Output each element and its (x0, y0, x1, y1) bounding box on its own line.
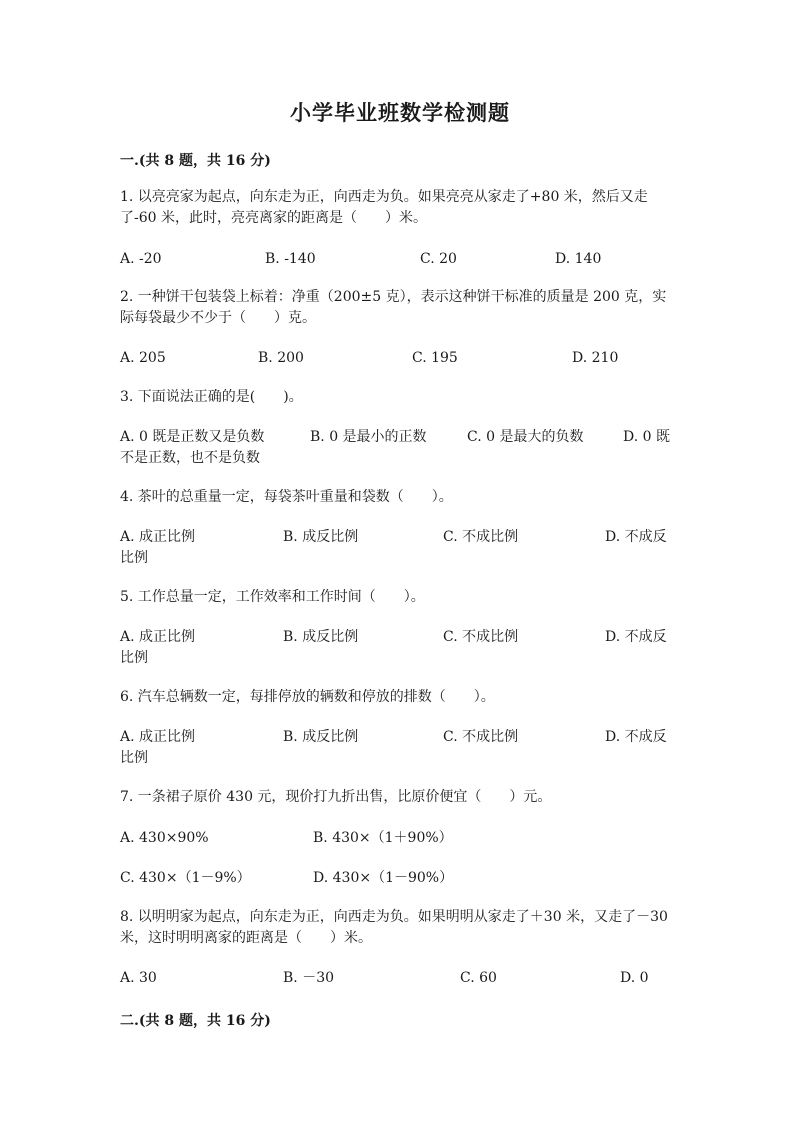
question-2-option-a: A. 205 (120, 350, 166, 366)
section-heading-1: 一.(共 8 题，共 16 分) (120, 153, 271, 169)
question-3-option-b: B. 0 是最小的正数 (310, 429, 427, 445)
question-4-stem: 4. 茶叶的总重量一定，每袋茶叶重量和袋数（ ）。 (120, 489, 453, 505)
question-4-option-a: A. 成正比例 (120, 529, 196, 545)
question-6-option-c: C. 不成比例 (443, 729, 519, 745)
question-7-option-b: B. 430×（1＋90%） (313, 830, 453, 846)
question-5-option-c: C. 不成比例 (443, 629, 519, 645)
question-8-stem: 8. 以明明家为起点，向东走为正，向西走为负。如果明明从家走了＋30 米，又走了－30 米，这时明明离家的距离是（ ）米。 (120, 909, 668, 946)
question-4-option-c: C. 不成比例 (443, 529, 519, 545)
section-heading-2: 二.(共 8 题，共 16 分) (120, 1013, 271, 1029)
question-1-option-a: A. -20 (120, 251, 162, 267)
question-6-option-d: D. 不成反比例 (120, 729, 667, 766)
question-2-option-d: D. 210 (572, 350, 619, 366)
question-7-option-d: D. 430×（1－90%） (313, 870, 454, 886)
question-4-option-d: D. 不成反比例 (120, 529, 667, 566)
question-8-option-d: D. 0 (620, 970, 649, 986)
question-5-option-b: B. 成反比例 (283, 629, 359, 645)
question-1-option-c: C. 20 (420, 251, 457, 267)
question-8-option-c: C. 60 (460, 970, 497, 986)
question-7-stem: 7. 一条裙子原价 430 元，现价打九折出售，比原价便宜（ ）元。 (120, 789, 552, 805)
question-6-option-a: A. 成正比例 (120, 729, 196, 745)
question-8-option-a: A. 30 (120, 970, 157, 986)
question-3-option-a: A. 0 既是正数又是负数 (120, 429, 265, 445)
question-7-option-a: A. 430×90% (120, 830, 209, 846)
question-5-stem: 5. 工作总量一定，工作效率和工作时间（ ）。 (120, 589, 425, 605)
question-1-option-d: D. 140 (555, 251, 602, 267)
question-3-option-d: D. 0 既不是正数，也不是负数 (120, 429, 670, 466)
question-6-option-b: B. 成反比例 (283, 729, 359, 745)
question-2-option-c: C. 195 (412, 350, 458, 366)
question-5-option-d: D. 不成反比例 (120, 629, 667, 666)
question-8-option-b: B. －30 (283, 970, 335, 986)
question-2-stem: 2. 一种饼干包装袋上标着：净重（200±5 克），表示这种饼干标准的质量是 200 克，实际每袋最少不少于（ ）克。 (120, 289, 667, 326)
question-5-option-a: A. 成正比例 (120, 629, 196, 645)
question-4-option-b: B. 成反比例 (283, 529, 359, 545)
question-7-option-c: C. 430×（1－9%） (120, 870, 251, 886)
page-title: 小学毕业班数学检测题 (290, 100, 510, 125)
question-2-option-b: B. 200 (258, 350, 304, 366)
question-1-option-b: B. -140 (265, 251, 316, 267)
question-1-stem: 1. 以亮亮家为起点，向东走为正，向西走为负。如果亮亮从家走了+80 米，然后又走了-60 米，此时，亮亮离家的距离是（ ）米。 (120, 189, 648, 226)
question-6-stem: 6. 汽车总辆数一定，每排停放的辆数和停放的排数（ ）。 (120, 689, 495, 705)
question-3-option-c: C. 0 是最大的负数 (467, 429, 584, 445)
question-3-stem: 3. 下面说法正确的是( )。 (120, 389, 303, 405)
